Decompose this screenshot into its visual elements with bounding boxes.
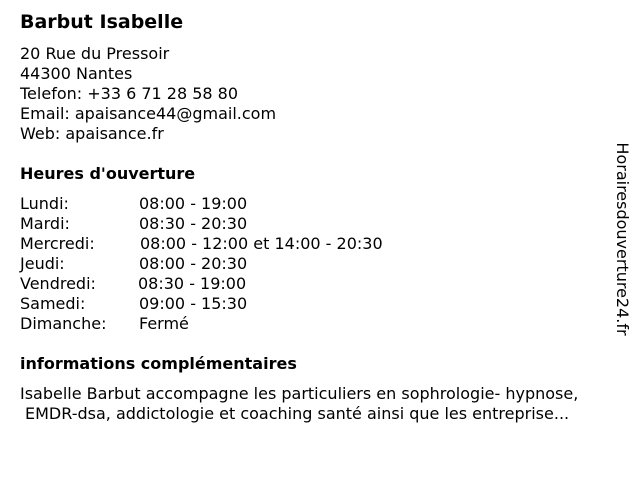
day-label: Jeudi: xyxy=(20,254,65,273)
email-address: Email: apaisance44@gmail.com xyxy=(20,104,277,123)
description xyxy=(20,384,578,424)
opening-hours-heading: Heures d'ouverture xyxy=(20,164,196,183)
time-value: 08:30 - 19:00 xyxy=(138,274,247,293)
time-value: 08:00 - 12:00 et 14:00 - 20:30 xyxy=(140,234,383,253)
website: Web: apaisance.fr xyxy=(20,124,164,143)
day-label: Dimanche: xyxy=(20,314,107,333)
day-label: Mardi: xyxy=(20,214,70,233)
description-line: EMDR-dsa, addictologie et coaching santé ainsi que les entreprise... xyxy=(25,404,570,423)
time-value: 08:00 - 19:00 xyxy=(139,194,248,213)
day-label: Samedi: xyxy=(20,294,86,313)
additional-info-heading: informations complémentaires xyxy=(20,354,297,373)
time-value: 08:30 - 20:30 xyxy=(139,214,248,233)
day-label: Mercredi: xyxy=(20,234,95,253)
time-value: 09:00 - 15:30 xyxy=(139,294,248,313)
description-line: Isabelle Barbut accompagne les particuliers en sophrologie- hypnose, xyxy=(20,384,579,403)
contact-block xyxy=(20,44,276,144)
city-postcode: 44300 Nantes xyxy=(20,64,133,83)
phone-number: Telefon: +33 6 71 28 58 80 xyxy=(20,84,239,103)
business-name: Barbut Isabelle xyxy=(20,11,184,33)
watermark-text: Horairesdouverture24.fr xyxy=(613,142,632,336)
street-address: 20 Rue du Pressoir xyxy=(20,44,170,63)
day-label: Vendredi: xyxy=(20,274,96,293)
site-watermark xyxy=(612,134,632,344)
time-value: Fermé xyxy=(139,314,189,333)
time-value: 08:00 - 20:30 xyxy=(139,254,248,273)
day-label: Lundi: xyxy=(20,194,69,213)
